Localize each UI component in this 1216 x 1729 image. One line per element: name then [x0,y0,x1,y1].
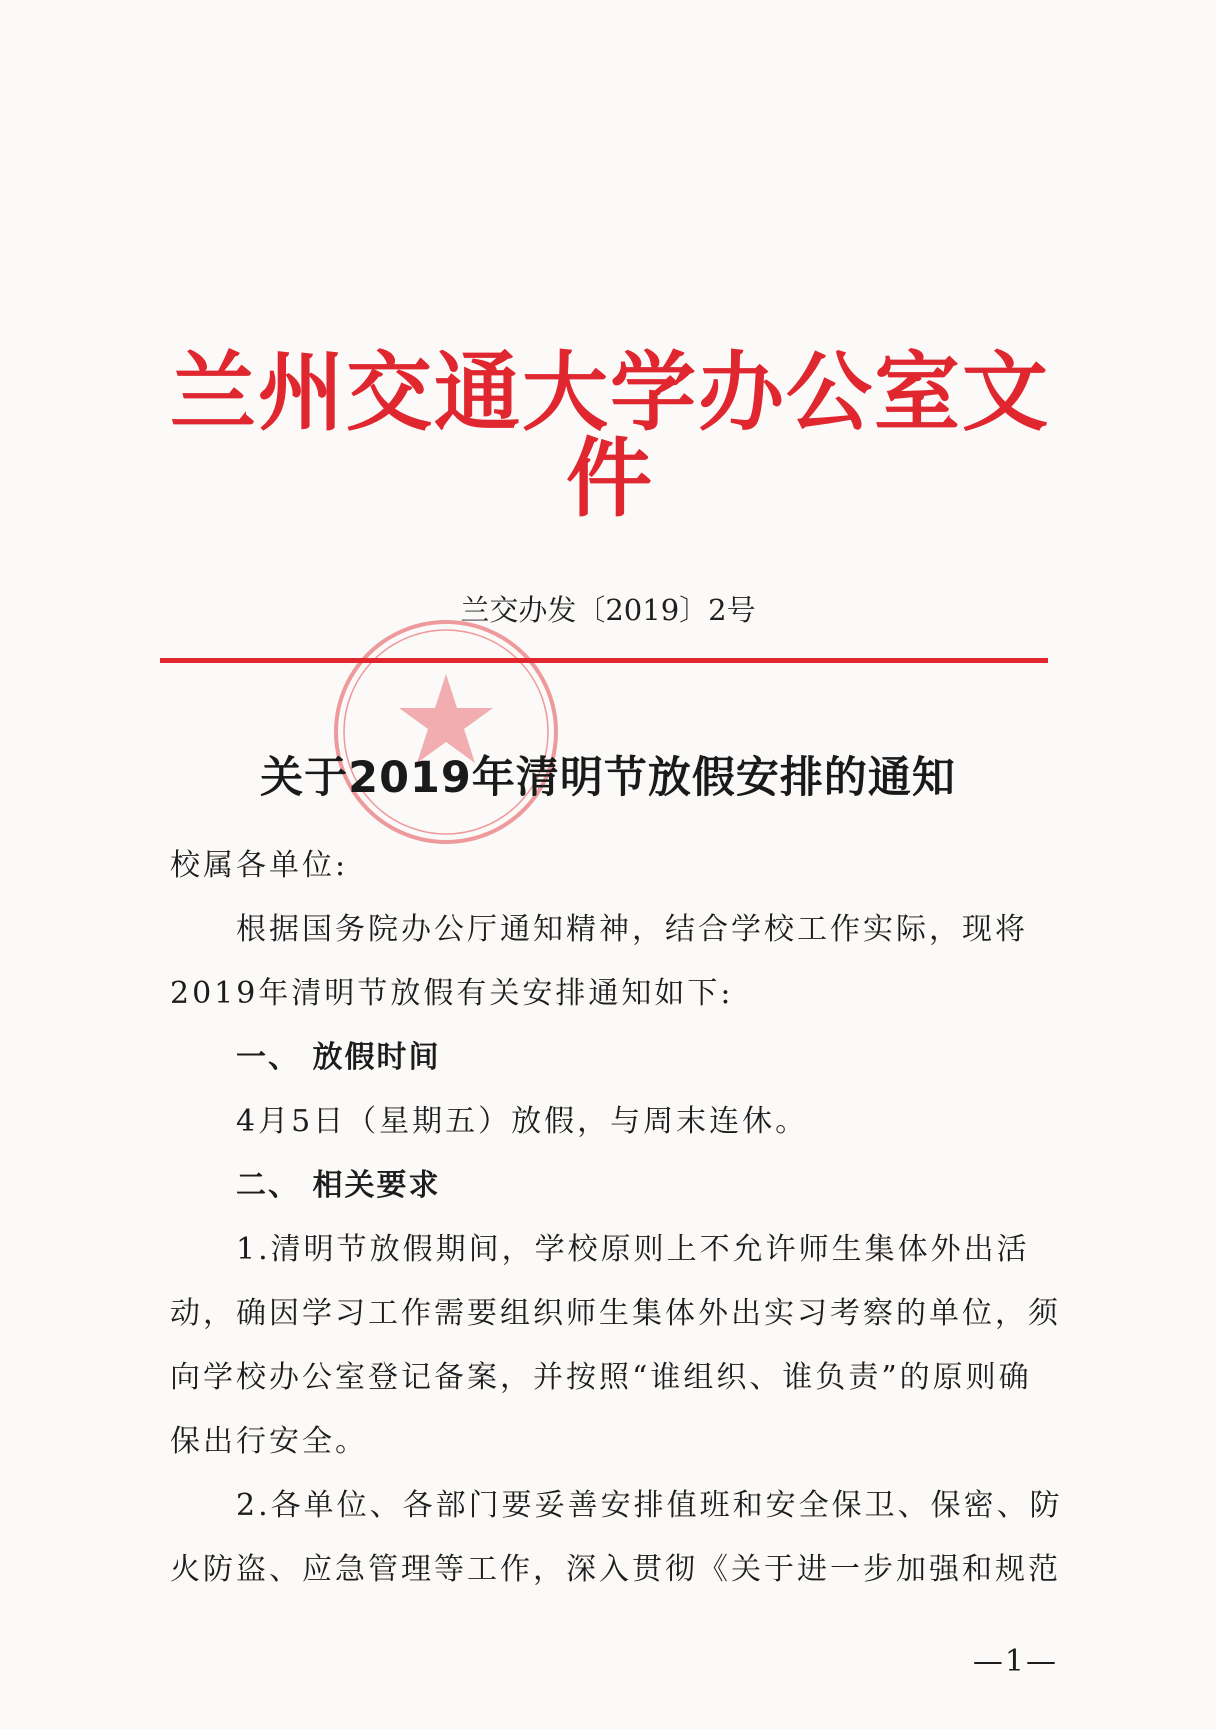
intro-paragraph-line: 2019年清明节放假有关安排通知如下: [170,976,734,1011]
addressee: 校属各单位: [170,848,349,883]
requirement-item-1-line: 向学校办公室登记备案，并按照“谁组织、谁负责”的原则确 [170,1360,1032,1395]
notice-title: 关于2019年清明节放假安排的通知 [260,753,956,803]
requirement-item-1-line: 动，确因学习工作需要组织师生集体外出实习考察的单位，须 [170,1296,1061,1331]
masthead-title: 兰州交通大学办公室文件 [170,343,1050,529]
section-heading-requirements: 二、 相关要求 [236,1168,441,1203]
section-heading-holiday-time: 一、 放假时间 [236,1040,441,1075]
requirement-item-1-line: 1.清明节放假期间，学校原则上不允许师生集体外出活 [236,1232,1030,1267]
intro-paragraph-line: 根据国务院办公厅通知精神，结合学校工作实际，现将 [236,912,1028,947]
requirement-item-2-line: 火防盗、应急管理等工作，深入贯彻《关于进一步加强和规范 [170,1552,1061,1587]
document-number: 兰交办发〔2019〕2号 [460,593,756,627]
page-number: —1— [972,1644,1058,1679]
notice-body [170,834,1070,1602]
requirement-item-1-line: 保出行安全。 [170,1424,368,1459]
red-divider-rule [160,658,1048,663]
holiday-time-text: 4月5日（星期五）放假，与周末连休。 [236,1104,809,1139]
requirement-item-2-line: 2.各单位、各部门要妥善安排值班和安全保卫、保密、防 [236,1488,1063,1523]
official-seal-stamp [326,612,566,852]
